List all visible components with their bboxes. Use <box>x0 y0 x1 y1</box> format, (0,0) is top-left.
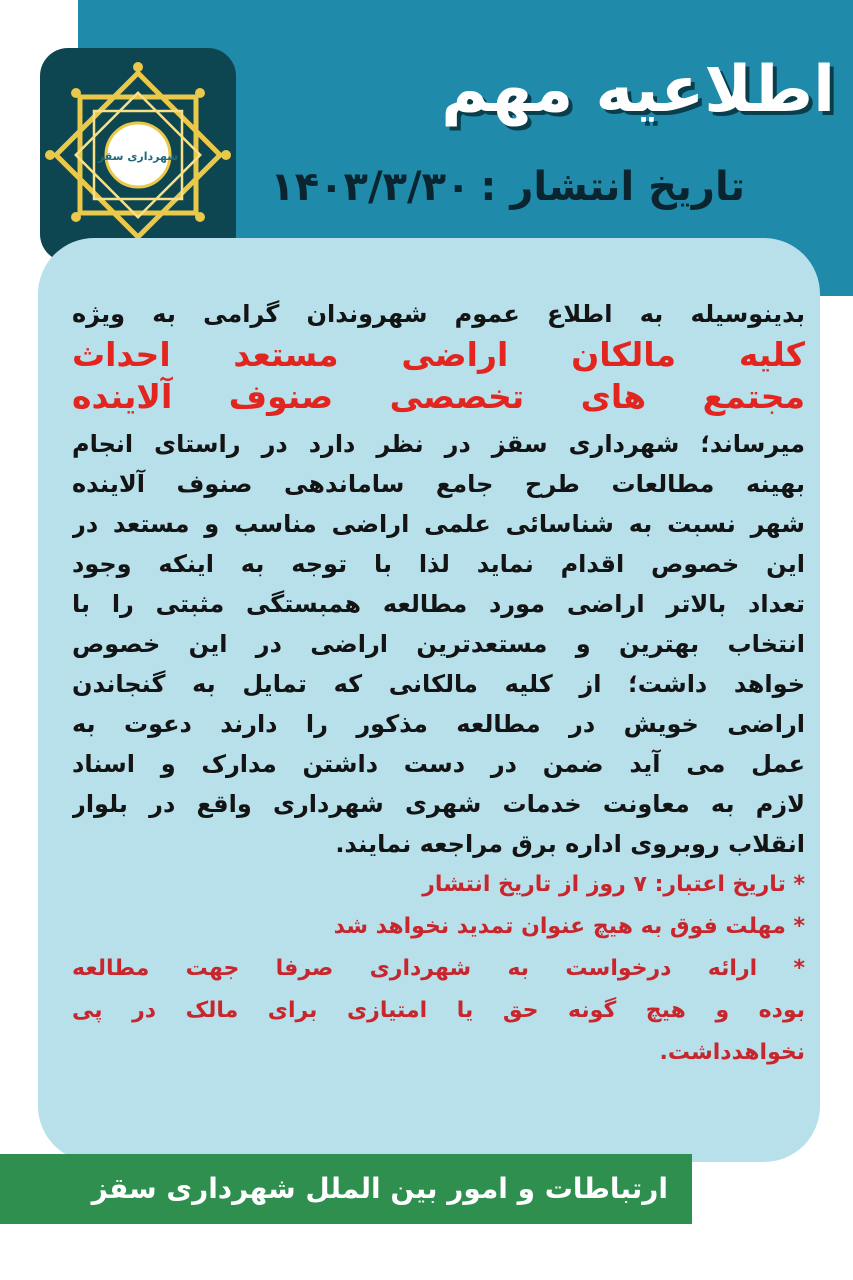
footer-bar <box>0 1154 692 1224</box>
body-line: لازم به معاونت خدمات شهری شهرداری واقع در بلوار <box>72 790 805 818</box>
body-line: بهینه مطالعات طرح جامع ساماندهی صنوف آلاینده <box>72 470 805 498</box>
publish-date-value: ۱۴۰۳/۳/۳۰ <box>270 164 471 210</box>
body-line: شهر نسبت به شناسائی علمی اراضی مناسب و مستعد در <box>72 510 805 538</box>
note-request: * ارائه درخواست به شهرداری صرفا جهت مطالعه <box>72 956 805 981</box>
body-line: انقلاب روبروی اداره برق مراجعه نمایند. <box>335 830 805 858</box>
note-validity: * تاریخ اعتبار: ۷ روز از تاریخ انتشار <box>422 872 805 897</box>
logo-text: شهرداری سقز <box>97 150 179 163</box>
body-line: میرساند؛ شهرداری سقز در نظر دارد در راستای انجام <box>72 430 805 458</box>
body-line: خواهد داشت؛ از کلیه مالکانی که تمایل به گنجاندن <box>72 670 805 698</box>
municipality-logo <box>40 48 236 262</box>
footer-text: ارتباطات و امور بین الملل شهرداری سقز <box>91 1172 668 1205</box>
intro-line: بدینوسیله به اطلاع عموم شهروندان گرامی به ویژه <box>72 300 805 328</box>
note-request: نخواهدداشت. <box>659 1040 805 1065</box>
municipality-emblem-icon <box>40 48 236 262</box>
page-title: اطلاعیه مهم <box>441 53 835 127</box>
body-line: اراضی خویش در مطالعه مذکور را دارند دعوت به <box>72 710 805 738</box>
publish-date-label: تاریخ انتشار : <box>480 164 745 210</box>
body-line: عمل می آید ضمن در دست داشتن مدارک و اسناد <box>72 750 805 778</box>
highlight-line: کلیه مالکان اراضی مستعد احداث <box>72 335 805 374</box>
announcement-body <box>72 294 805 1074</box>
note-no-extension: * مهلت فوق به هیچ عنوان تمدید نخواهد شد <box>333 914 805 939</box>
highlight-line: مجتمع های تخصصی صنوف آلاینده <box>72 377 805 416</box>
body-line: تعداد بالاتر اراضی مورد مطالعه همبستگی مثبتی را با <box>72 590 805 618</box>
note-request: بوده و هیچ گونه حق یا امتیازی برای مالک در پی <box>72 998 805 1023</box>
publish-date <box>270 162 745 212</box>
body-line: انتخاب بهترین و مستعدترین اراضی در این خصوص <box>72 630 805 658</box>
body-line: این خصوص اقدام نماید لذا با توجه به اینکه وجود <box>72 550 805 578</box>
